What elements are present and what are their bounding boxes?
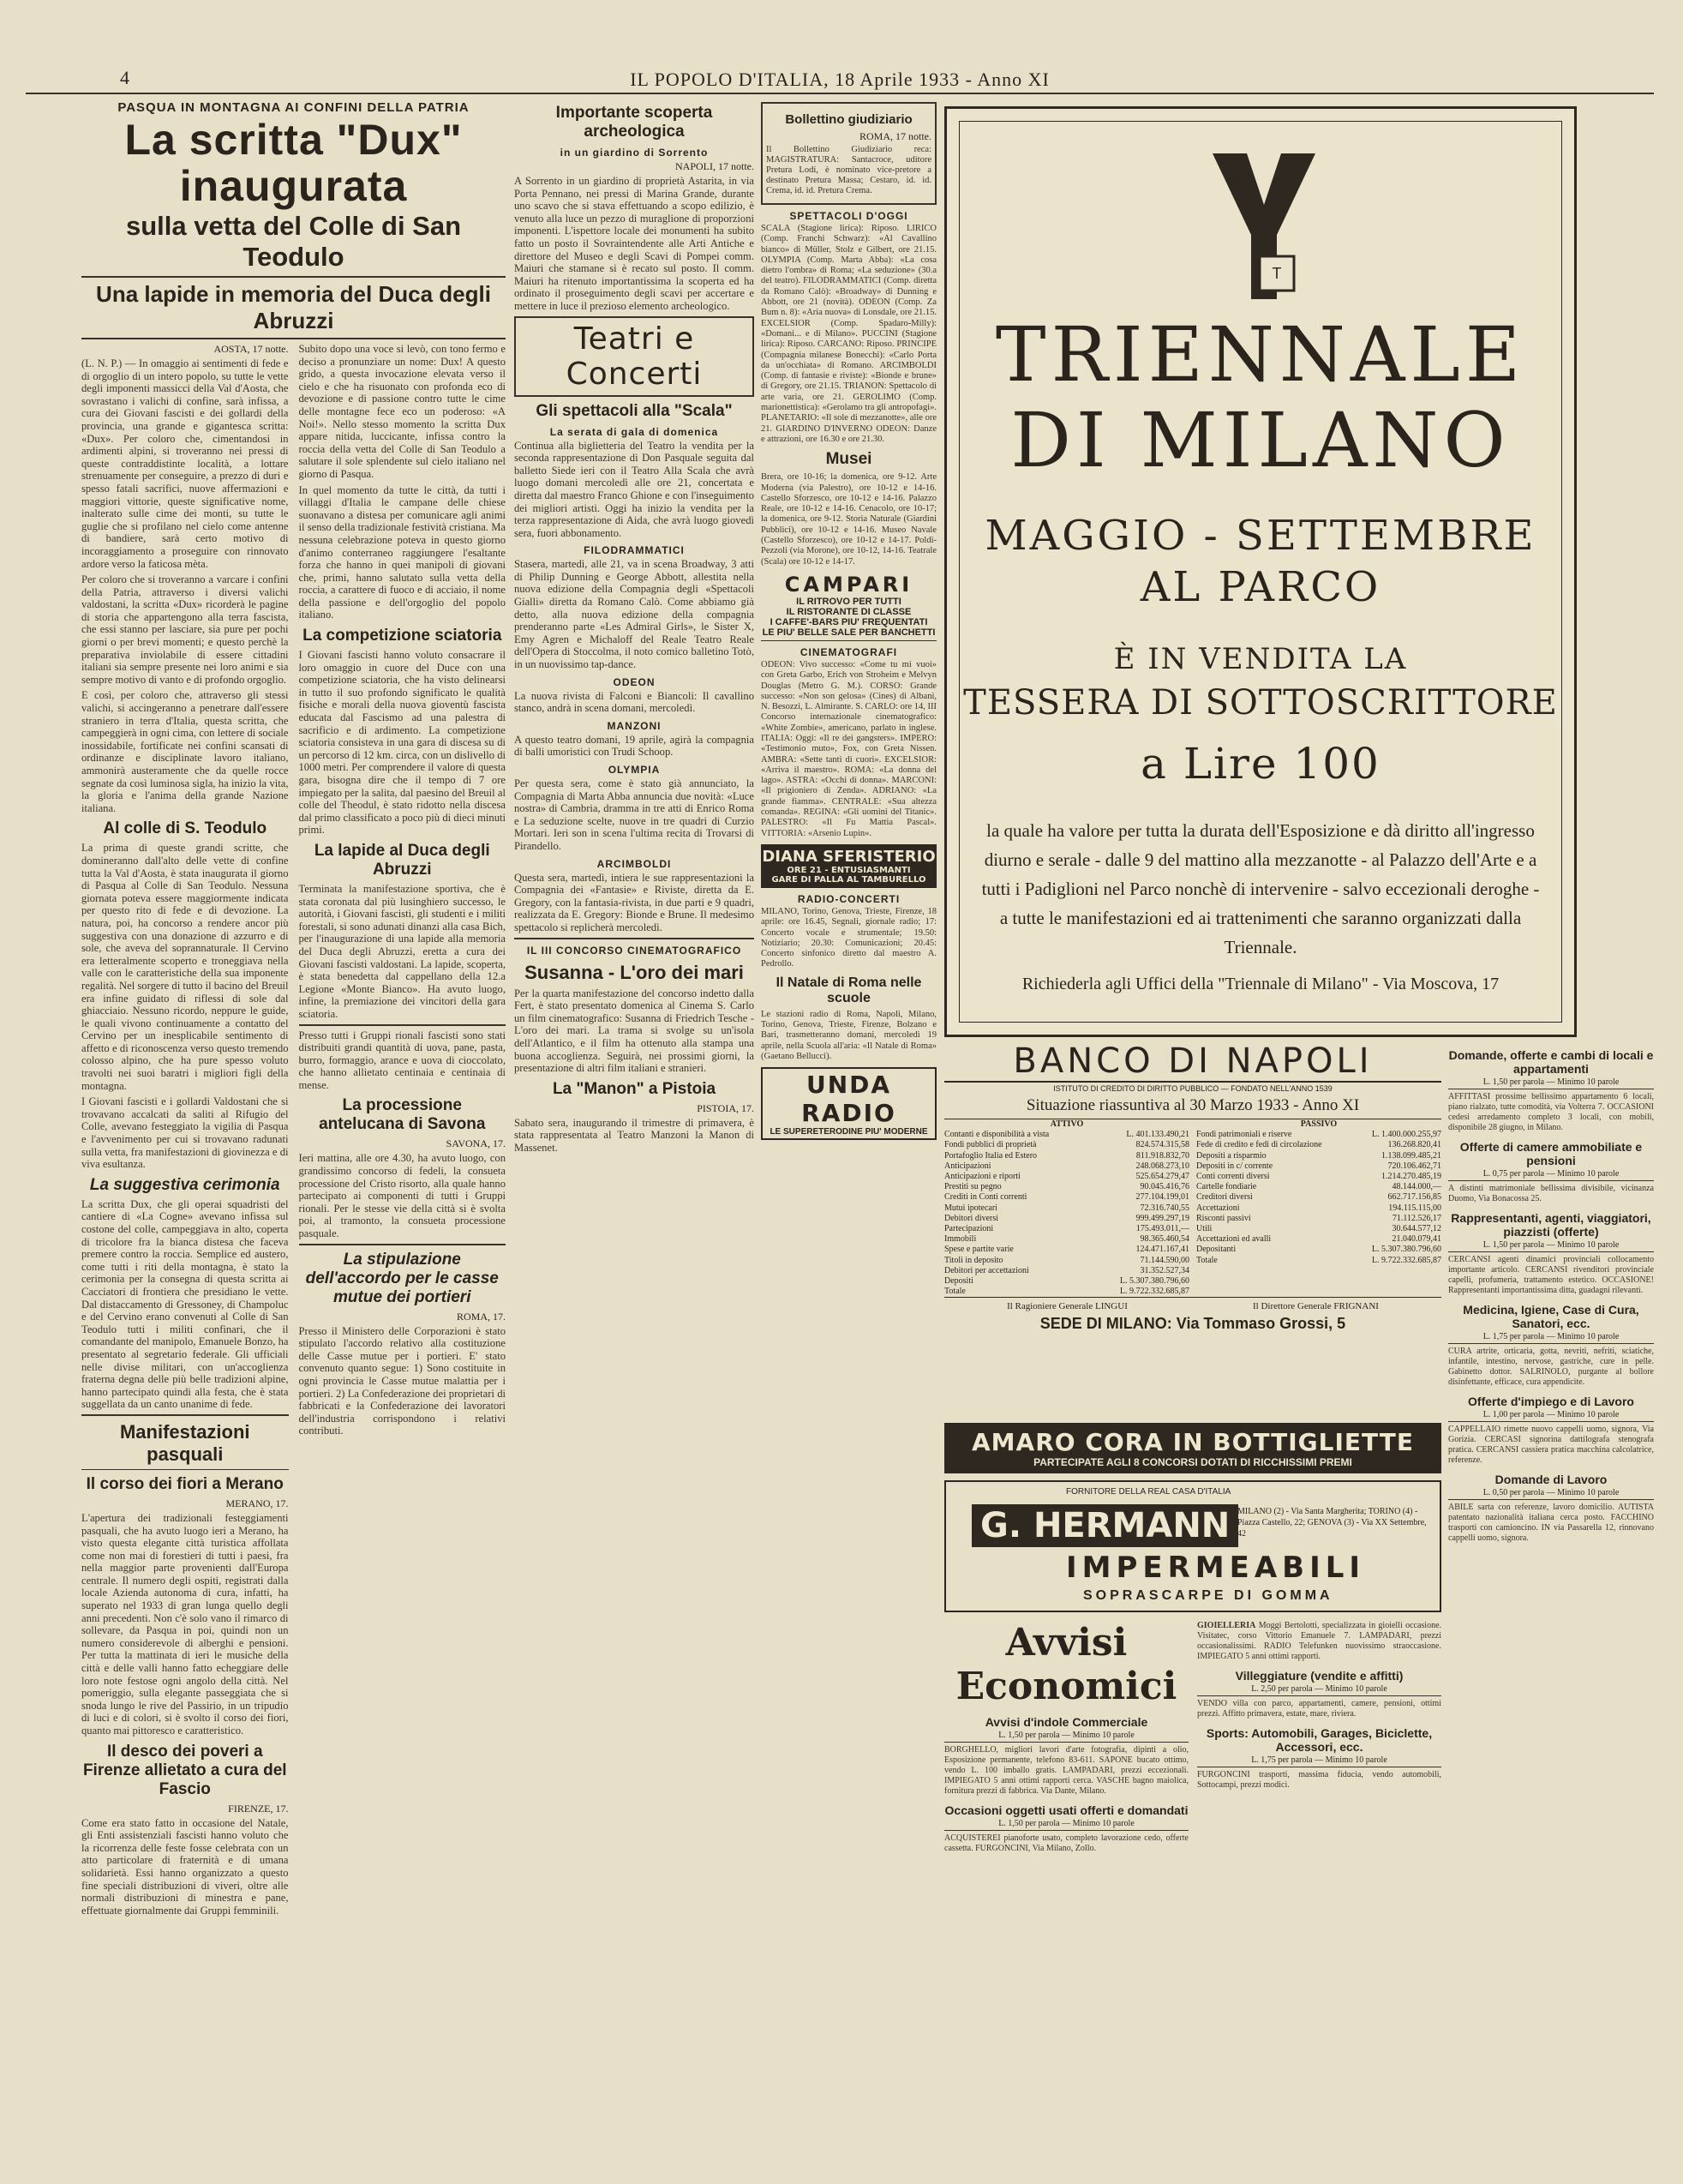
paragraph: Come era stato fatto in occasione del Natale, gli Enti assistenziali fascisti hanno voluto che la ricorrenza delle feste fosse celebrata con un atto particolare di fraternità e di umana solidarietà. Essi hanno organizzato a questo fine speciali distribuzioni di viveri, oltre alle normali distribuzioni di minestra e pane, effettuate giornalmente dai Gruppi femminili.: [81, 1816, 289, 1917]
classified-rate: L. 0,75 per parola — Minimo 10 parole: [1448, 1169, 1654, 1181]
section-subheading: OLYMPIA: [608, 764, 661, 776]
balance-row: [1196, 1234, 1441, 1245]
balance-label: Totale: [944, 1287, 966, 1297]
paragraph: Per la quarta manifestazione del concorso indetto dalla Fert, è stato presentato domenica al Cinema S. Carlo un film cinematografico: Susanna di Friedrich Tesche - L'oro dei mari. La trama si svolge su un'isola dell'Atlantico, e il film ha ottenuto alla stampa una buona accoglienza. Seguirà, nei prossimi giorni, la presentazione di altri film italiani e stranieri.: [514, 987, 754, 1075]
balance-row: [944, 1266, 1189, 1276]
balance-value: 90.045.416,76: [1140, 1182, 1189, 1192]
balance-row: [944, 1130, 1189, 1140]
classified-text: CAPPELLAIO rimette nuovo cappelli uomo, signora, Via Gorizia. CERCASI signorina dattilografa stenografa pratica. CERCANSI cassiera pratica macchina calcolatrice, referenze.: [1448, 1425, 1654, 1465]
amaro-title: AMARO CORA IN BOTTIGLIETTE: [972, 1428, 1414, 1456]
classified-rate: L. 1,50 per parola — Minimo 10 parole: [1448, 1240, 1654, 1252]
balance-label: Contanti e disponibilità a vista: [944, 1130, 1050, 1140]
balance-row: [1196, 1130, 1441, 1140]
balance-value: 999.499.297,19: [1135, 1213, 1189, 1223]
balance-value: 72.316.740,55: [1140, 1203, 1189, 1213]
avvisi-col-left: [944, 1621, 1189, 1857]
balance-value: 525.654.279,47: [1135, 1172, 1189, 1182]
balance-value: 662.717.156,85: [1387, 1192, 1441, 1203]
campari-ad-line: I CAFFE'-BARS PIU' FREQUENTATI: [770, 616, 928, 627]
balance-value: 48.144.000,—: [1392, 1182, 1441, 1192]
classified-text: A distinti matrimoniale bellissima divisibile, vicinanza Duomo, Via Bonacossa 25.: [1448, 1184, 1654, 1203]
article-subheadline-2: Una lapide in memoria del Duca degli Abruzzi: [96, 281, 491, 333]
column-theatre: [514, 99, 754, 2156]
banco-di-napoli-ad: [944, 1041, 1441, 1410]
balance-value: L. 9.722.332.685,87: [1119, 1287, 1189, 1297]
balance-label: Depositanti: [1196, 1245, 1237, 1255]
triennale-tessera: TESSERA DI SOTTOSCRITTORE: [963, 683, 1558, 723]
section-heading: La suggestiva cerimonia: [89, 1175, 280, 1194]
section-heading: La "Manon" a Pistoia: [552, 1079, 716, 1098]
divider: [81, 1414, 289, 1416]
balance-value: L. 5.307.380.796,60: [1371, 1245, 1441, 1255]
amaro-cora-ad: [944, 1423, 1441, 1473]
divider: [514, 938, 754, 939]
classified-text: VENDO villa con parco, appartamenti, camere, pensioni, ottimi prezzi. Affitto primavera, estate, mare, riviera.: [1197, 1699, 1441, 1719]
paragraph: Subito dopo una voce si levò, con tono fermo e deciso a pronunziare un nome: Dux! A questo grido, a questa invocazione elevata verso il cielo e che ha risuonato con profonda eco di devozione e di passione contro tutte le cime delle montagne fece eco un poderoso: «A Noi!». Nello stesso momento la scritta Dux appare nitida, luccicante, infissa contro la roccia della vetta del Colle di San Teodulo a salutare il sole splendente sul cielo italiano nel giorno di Pasqua.: [298, 343, 506, 480]
section-heading: Il corso dei fiori a Merano: [86, 1474, 284, 1493]
balance-table: [944, 1119, 1441, 1298]
balance-row: [944, 1203, 1189, 1214]
divider: [81, 1469, 289, 1470]
balance-value: 824.574.315,58: [1135, 1140, 1189, 1150]
balance-label: Debitori per accettazioni: [944, 1265, 1029, 1275]
section-subheading: La serata di gala di domenica: [549, 425, 719, 438]
section-heading: Al colle di S. Teodulo: [103, 819, 267, 838]
balance-value: 71.112.526,17: [1392, 1213, 1441, 1223]
balance-row: [944, 1161, 1189, 1172]
balance-row: [944, 1245, 1189, 1255]
balance-value: L. 5.307.380.796,60: [1119, 1276, 1189, 1287]
unda-title: UNDA RADIO: [801, 1071, 896, 1128]
paragraph: Per coloro che si troveranno a varcare i confini della Patria, attraverso i diversi valichi valdostani, la scritta «Dux» ricorderà le pagine di storia che appartengono alla terra fascista, che essi stanno per lasciare, sia pure per pochi giorni o per brevi momenti; e questo perchè la preparativa inviolabile di essere cittadini italiani sia sempre presente nei loro animi e sia sempre motivo di vanto e di profondo orgoglio.: [81, 573, 289, 686]
sferisterio-line: ORE 21 - ENTUSIASMANTI: [787, 865, 911, 875]
triennale-ad: [944, 106, 1577, 1037]
bollettino-box: [761, 102, 937, 205]
paragraph: Ieri mattina, alle ore 4.30, ha avuto luogo, con grandissimo concorso di fedeli, la consueta processione del Cristo risorto, alla quale hanno partecipato ai componenti di tutti i Gruppi rionali. Per le stesse vie della città si è svolta poi, al tramonto, la consueta processione pasquale.: [298, 1152, 506, 1240]
balance-label: Utili: [1196, 1224, 1213, 1234]
sferisterio-title: DIANA SFERISTERIO: [762, 847, 936, 866]
article-kicker: PASQUA IN MONTAGNA AI CONFINI DELLA PATRIA: [117, 100, 470, 115]
lower-ads-area: [944, 1423, 1441, 2169]
campari-ad-title: CAMPARI: [784, 572, 913, 597]
paragraph: Le stazioni radio di Roma, Napoli, Milano, Torino, Genova, Trieste, Firenze, Bolzano e Bari, trasmetteranno domani, mercoledì 19 aprile, nella Scuola all'aria: «Il Natale di Roma» (Gaetano Bellucci).: [761, 1009, 937, 1061]
balance-label: Creditori diversi: [1196, 1192, 1253, 1203]
hermann-fornitore: FORNITORE DELLA REAL CASA D'ITALIA: [1066, 1487, 1231, 1497]
section-heading: Musei: [825, 450, 872, 469]
classified-column-right: [1448, 1041, 1654, 2164]
triennale-title-1: TRIENNALE: [995, 310, 1526, 399]
balance-label: Accettazioni: [1196, 1203, 1240, 1213]
classified-body: Moggi Bertolotti, specializzata in gioielli occasione. Visitatec, corso Vittorio Emanuele 7. LAMPADARI, prezzi occasionalissimi. RADIO Telefunken nuovissimo straoccasione. IMPIEGATO 5 anni ottimi rapporti.: [1197, 1621, 1441, 1661]
section-heading: Gli spettacoli alla "Scala": [536, 401, 733, 420]
balance-value: L. 401.133.490,21: [1126, 1130, 1189, 1140]
avvisi-col-right: [1197, 1621, 1441, 1857]
balance-value: 720.106.462,71: [1387, 1161, 1441, 1171]
balance-row: [944, 1234, 1189, 1245]
campari-ad-line: IL RITROVO PER TUTTI: [796, 596, 901, 607]
divider: [81, 276, 506, 278]
classified-rate: L. 1,75 per parola — Minimo 10 parole: [1197, 1755, 1441, 1767]
balance-row: [944, 1182, 1189, 1192]
section-heading: Susanna - L'oro dei mari: [524, 961, 744, 983]
balance-attivo: [944, 1119, 1189, 1297]
hermann-title: G. HERMANN: [972, 1504, 1238, 1547]
campari-ad-line: LE PIU' BELLE SALE PER BANCHETTI: [762, 627, 936, 638]
balance-label: Crediti in Conti correnti: [944, 1192, 1027, 1203]
balance-row: [944, 1140, 1189, 1150]
balance-value: 1.138.099.485,21: [1381, 1150, 1441, 1161]
classified-text: ABILE sarta con referenze, lavoro domicilio. AUTISTA patentato nazionalità italiana cerca posto. FACCHINO trasporti con camioncino. IN via Passarella 12, rinnovano cappelli uomo, signora.: [1448, 1503, 1654, 1543]
balance-row: [1196, 1214, 1441, 1224]
paragraph: L'apertura dei tradizionali festeggiamenti pasquali, che ha avuto luogo ieri a Merano, ha visto questa elegante città turistica affollata come non mai di forestieri di tutti i paesi, fra nella maggior parte provenienti dall'Europa centrale. Il numero degli ospiti, registrati dalla locale Azienda autonoma di cura, infatti, ha superato nel 1933 di gran lunga quello degli anni precedenti. Non c'è solo vano il rimarco di sollevare, da Pasqua in poi, quindi non un numero considerevole di alberghi e pensioni. Per tutta la mattinata di ieri le musiche della città e delle valli hanno fatto echeggiare delle loro note festose ogni angolo della città. Nel pomeriggio, sulla elegante passeggiata che si snoda lungo le rive del Passirio, in un tripudio di luci e di colori, si è svolto il corso dei fiori, quanto mai pittoresco e caratteristico.: [81, 1511, 289, 1737]
dateline: NAPOLI, 17 notte.: [675, 160, 754, 172]
dateline: ROMA, 17 notte.: [859, 130, 931, 142]
article-subcolumn-left: [81, 343, 289, 1920]
balance-label: Fondi pubblici di proprietà: [944, 1140, 1037, 1150]
balance-label: Cartelle fondiarie: [1196, 1182, 1257, 1192]
paragraph: Sabato sera, inaugurando il trimestre di primavera, è stata rappresentata al Teatro Manzoni la Manon di Massenet.: [514, 1116, 754, 1154]
balance-label: Anticipazioni e riporti: [944, 1172, 1021, 1182]
triennale-contact: Richiederla agli Uffici della "Triennale di Milano" - Via Moscova, 17: [1021, 975, 1500, 993]
balance-row: [944, 1224, 1189, 1234]
banco-title: BANCO DI NAPOLI: [944, 1041, 1441, 1083]
section-heading: Bollettino giudiziario: [785, 112, 913, 127]
balance-row: [1196, 1203, 1441, 1214]
balance-label: Depositi in c/ corrente: [1196, 1161, 1273, 1171]
classified-rate: L. 1,50 per parola — Minimo 10 parole: [944, 1819, 1189, 1831]
balance-value: L. 1.400.000.255,97: [1371, 1130, 1441, 1140]
banco-sede: SEDE DI MILANO: Via Tommaso Grossi, 5: [1039, 1315, 1346, 1333]
classified-keyword: GIOIELLERIA: [1197, 1621, 1256, 1630]
balance-label: Fondi patrimoniali e riserve: [1196, 1130, 1292, 1140]
classified-heading: Medicina, Igiene, Case di Cura, Sanatori, ecc.: [1463, 1303, 1639, 1330]
balance-label: Depositi a risparmio: [1196, 1150, 1267, 1161]
classified-text: ACQUISTEREI pianoforte usato, completo lavorazione cedo, offerte cassetta. FURGONCINI, Via Milano, Zollo.: [944, 1833, 1189, 1853]
balance-label: Debitori diversi: [944, 1213, 999, 1223]
section-subheading: SPETTACOLI D'OGGI: [789, 210, 908, 222]
paragraph: La prima di queste grandi scritte, che domineranno dall'alto delle vette di confine tutta la Val d'Aosta, è stata inaugurata il giorno di Pasqua al Colle di San Teodulo. Nessuna giornata poteva essere maggiormente indicata per questo rito di fede e di devozione. La natura, poi, ha concorso a rendere ancor più suggestiva con una donazione di azzurro e di sole, che aveva del soprannaturale. Il Cervino era letteralmente scoperto e troneggiava nella valle con le caratteristiche della sua imponente regalità. Nel sorgere di tutto il bacino del Breuil era infine guidato di riflessi di sole dal ghiacciaio. Nessuno ricordo, neppure le guide, le quali vivono continuamente a contatto del Cervino per un inesplicabile sentimento di affetto e di riconoscenza verso questo tremendo colosso alpino, che ha pure spesso voluto travolti nei suoi baratri i migliori figli della montagna.: [81, 842, 289, 1092]
balance-row: [1196, 1151, 1441, 1161]
balance-value: 136.268.820,41: [1387, 1140, 1441, 1150]
balance-passivo: [1196, 1119, 1441, 1297]
classified-heading: Occasioni oggetti usati offerti e domandati: [944, 1803, 1189, 1817]
paragraph: Presso il Ministero delle Corporazioni è stato stipulato l'accordo relativo alla costituzione delle Casse mutue per i portieri. E' stato convenuto quanto segue: 1) Sono costituite in ogni provincia le Casse mutue malattia per i portieri. 2) La Confederazione dei proprietari di fabbricati e la Confederazione dei lavoratori dell'industria corrispondono i relativi contributi.: [298, 1324, 506, 1437]
classified-rate: L. 2,50 per parola — Minimo 10 parole: [1197, 1684, 1441, 1696]
divider: [81, 338, 506, 339]
dateline: PISTOIA, 17.: [697, 1101, 754, 1114]
balance-label: Conti correnti diversi: [1196, 1172, 1270, 1182]
section-banner-teatri: Teatri e Concerti: [514, 316, 754, 397]
ragioniere: Il Ragioniere Generale LINGUI: [1007, 1301, 1128, 1312]
divider: [761, 640, 937, 641]
balance-row: [1196, 1245, 1441, 1255]
section-subheading: in un giardino di Sorrento: [560, 147, 709, 159]
section-heading: Il desco dei poveri a Firenze allietato a cura del Fascio: [82, 1742, 287, 1798]
section-subheading: ODEON: [613, 675, 656, 688]
banco-situazione: Situazione riassuntiva al 30 Marzo 1933 - Anno XI: [1026, 1096, 1360, 1114]
triennale-price: a Lire 100: [1141, 739, 1381, 789]
balance-header: ATTIVO: [1050, 1119, 1084, 1129]
classified-text: BORGHELLO, migliori lavori d'arte fotografia, dipinti a olio, Esposizione permanente, telefono 83-611. SAPONE bucato ottimo, vendo L. 100 imballo gratis. LAMPADARI, prezzi eccezionali. IMPIEGATO 5 anni ottimi rapporti cerca. VASCHE bagno maiolica, fornitura prezzi di fabbrica. Via Dante, Milano.: [944, 1745, 1189, 1796]
classified-heading: Domande, offerte e cambi di locali e appartamenti: [1448, 1048, 1654, 1076]
balance-value: 811.918.832,70: [1135, 1150, 1189, 1161]
balance-row: [1196, 1256, 1441, 1266]
section-subheading: CINEMATOGRAFI: [800, 645, 898, 658]
dateline: FIRENZE, 17.: [228, 1802, 289, 1815]
triennale-venue: AL PARCO: [1140, 563, 1381, 611]
balance-value: 71.144.590,00: [1140, 1255, 1189, 1265]
masthead-title: IL POPOLO D'ITALIA, 18 Aprile 1933 - Anno XI: [630, 69, 1050, 90]
balance-value: 175.493.011,—: [1135, 1224, 1189, 1234]
paragraph: A questo teatro domani, 19 aprile, agirà la compagnia di balli umoristici con Trudi Schoop.: [514, 733, 754, 759]
triennale-sale: È IN VENDITA LA: [1113, 642, 1408, 676]
hermann-product-2: SOPRASCARPE DI GOMMA: [1083, 1588, 1333, 1603]
balance-label: Prestiti su pegno: [944, 1182, 1002, 1192]
balance-label: Portafoglio Italia ed Estero: [944, 1150, 1038, 1161]
balance-label: Totale: [1196, 1255, 1218, 1265]
balance-row: [944, 1151, 1189, 1161]
classified-heading: Offerte d'impiego e di Lavoro: [1468, 1395, 1634, 1408]
paragraph: Stasera, martedì, alle 21, va in scena Broadway, 3 atti di Philip Dunning e George Abbott, allestita nella nuova edizione della Compagnia degli «Spettacoli Gialli» diretta da Romano Calò. Come abbiamo già detto, alla nuova edizione della compagnia prenderanno parte «Les Admiral Girls», le Sister X, Emy Agren e Michaloff del Reale Teatro Reale dell'Opera di Stoccolma, il noto comico balletino Totò, in un nuovissimo tap-dance.: [514, 558, 754, 671]
section-heading: Il Natale di Roma nelle scuole: [776, 975, 922, 1005]
balance-value: 21.040.079,41: [1392, 1234, 1441, 1245]
banco-signatures: [944, 1301, 1441, 1311]
classified-text: CURA artrite, orticaria, gotta, nevriti, nefriti, sciatiche, infantile, intestino, nervose, gastriche, cure in pelle. Gabinetto dottor. SALRINOLO, purgante al bollore disinfettante, efficace, cura appendicite.: [1448, 1347, 1654, 1387]
dateline: SAVONA, 17.: [446, 1137, 506, 1150]
balance-label: Titoli in deposito: [944, 1255, 1003, 1265]
balance-rows: [1196, 1130, 1441, 1266]
classified-rate: L. 0,50 per parola — Minimo 10 parole: [1448, 1488, 1654, 1500]
divider: [299, 1244, 506, 1245]
classified-heading: Villeggiature (vendite e affitti): [1235, 1669, 1404, 1683]
classified-text: FURGONCINI trasporti, massima fiducia, vendo automobili, Sottocampi, prezzi modici.: [1197, 1770, 1441, 1790]
paragraph: E così, per coloro che, attraverso gli stessi valichi, si accingeranno a penetrare dall'essere straniero in terra d'Italia, questa scritta, che campeggierà in ogni cima, con lettere di sociale inossidabile, fortificate nei confini scansati di ordinanze e disciplinate lavoro italiano, ammonirà austeramente che da quelle rocce segnate da così luminosa sigla, ha inizio la vita, la gloria e l'anima della grande Nazione italiana.: [81, 689, 289, 814]
balance-row: [944, 1287, 1189, 1297]
balance-label: Fede di credito e fedi di circolazione: [1196, 1140, 1322, 1150]
triennale-logo-icon: [1213, 153, 1315, 299]
classified-heading: Avvisi d'indole Commerciale: [985, 1715, 1148, 1729]
page-number: 4: [120, 67, 129, 88]
paragraph: Per questa sera, come è stato già annunciato, la Compagnia di Marta Abba annuncia due novità: «Luce nostra» di Cambria, dramma in tre atti di Enrico Roma e La seduzione scelte, nuove in tre quadri di Curzio Mortari. Ieri son in scena l'ultima recita di Trovarsi di Pirandello.: [514, 777, 754, 852]
article-subcolumn-right: [299, 343, 506, 1920]
balance-label: Depositi: [944, 1276, 973, 1287]
balance-row: [944, 1276, 1189, 1287]
paragraph: ODEON: Vivo successo: «Come tu mi vuoi» con Greta Garbo, Erich von Stroheim e Melvyn Douglas (Metro G. M.). CORSO: Grande successo: «Non son gelosa» (Cines) di Albani, N. Besozzi, L. Almirante. S. CARLO: ore 14, III Concorso internazionale cinematografico: «White Zombie», americano, parlato in inglese. ITALIA: Oggi: «Il re dei gangsters». IMPERO: «Testimonio muto», Fox, con Greta Nissen. AMBRA: «Sette tanti di cuori». EXCELSIOR: «Arriva il maestro». ROMA: «La donna del lago». ASTRA: «Occhi di donna». MARCONI: «Il prigioniero di Zenda». ADRIANO: «La grande fiamma». CENTRALE: «Sua altezza comanda». REGINA: «Gli uomini del Titanic». PALESTRO: «Il Fu Mattia Pascal». VITTORIA: «Arsenio Lupin».: [761, 659, 937, 838]
section-subheading: RADIO-CONCERTI: [797, 892, 901, 905]
paragraph: MILANO, Torino, Genova, Trieste, Firenze, 18 aprile: ore 16.45, Segnali, giornale radio; 17: Concerto vocale e strumentale; 19.50: Notiziario; 20.30: Comunicazioni; 20.45: Concerto sinfonico diretto dal maestro A. Pedrollo.: [761, 906, 937, 969]
divider: [299, 1024, 506, 1026]
article-headline: La scritta "Dux" inaugurata: [124, 116, 463, 210]
avvisi-columns: [944, 1621, 1441, 1857]
balance-row: [944, 1172, 1189, 1182]
balance-row: [944, 1192, 1189, 1203]
balance-value: 124.471.167,41: [1135, 1245, 1189, 1255]
balance-label: Immobili: [944, 1234, 977, 1245]
svg-text:T: T: [1272, 265, 1282, 282]
classified-rate: L. 1,00 per parola — Minimo 10 parole: [1448, 1410, 1654, 1422]
column-listings: [761, 99, 937, 2156]
classified-heading: Offerte di camere ammobiliate e pensioni: [1459, 1140, 1643, 1167]
paragraph: I Giovani fascisti hanno voluto consacrare il loro omaggio in cuore del Duce con una competizione sciatoria, che ha visto delinearsi in tutto il suo profondo significato le qualità fisiche e morali della nuova gioventù fascista educata dal Fascismo ad una palestra di sacrificio e di ardimento. La competizione sciatoria consisteva in una gara di discesa su di un percorso di 12 km. circa, con un dislivello di 1000 metri. Per comprendere il valore di questa gara, bisogna dire che il tempo di 7 ore impiegato per la salita, dal paesino del Breuil al colle del Theodul, è stato ridotto nella discesa dal primo classificato a poco più di dieci minuti primi.: [298, 649, 506, 837]
avvisi-economici-title: Avvisi Economici: [955, 1621, 1177, 1708]
balance-label: Risconti passivi: [1196, 1213, 1251, 1223]
classified-text: AFFITTASI prossime bellissimo appartamento 6 locali, piano rialzato, tutte comodità, via Volterra 7. OCCASIONI cedesi arredamento completo 3 locali, con mobili, disponibile 28 giugno, in Milano.: [1448, 1092, 1654, 1132]
triennale-description: la quale ha valore per tutta la durata dell'Esposizione e dà diritto all'ingresso diurno e serale - dalle 9 del mattino alla mezzanotte - al Palazzo dell'Arte e a tutti i Padiglioni nel Parco nonchè di intervenire - salvo eccezionali deroghe - a tutte le manifestazioni ed ai trattenimenti che saranno organizzati dalla Triennale.: [981, 820, 1540, 957]
balance-label: Partecipazioni: [944, 1224, 994, 1234]
balance-row: [1196, 1182, 1441, 1192]
balance-row: [1196, 1140, 1441, 1150]
paragraph: (L. N. P.) — In omaggio ai sentimenti di fede e di orgoglio di un intero popolo, su tutte le vette degli imponenti massicci della Val d'Aosta, che sovrastano i valichi di confine, sarà infissa, a cura dei Giovani fascisti e dei gollardi della provincia, una grande e gigantesca scritta: «Dux». Per coloro che, cimentandosi in ardimenti alpini, si troveranno nei pressi di queste contraddistinte località, a lottare strenuamente per conseguire, a prezzo di duri e spesso fatali sacrifici, nuove affermazioni e maggiori vittorie, queste significative nome, inalterato sulle cime dei monti, su tutte le guglie che si profilano nel cielo come antenne di bandiere, sarà certo motivo di incoraggiamento a proseguire con rinnovato ardore verso la faticosa mèta.: [81, 357, 289, 570]
balance-label: Anticipazioni: [944, 1161, 991, 1171]
paragraph: La nuova rivista di Falconi e Biancoli: Il cavallino stanco, andrà in scena domani, mercoledì.: [514, 689, 754, 715]
paragraph: Terminata la manifestazione sportiva, che è stata coronata dal più lusinghiero successo, le autorità, i Giovani fascisti, gli studenti e i militi forestali, si sono adunati dinanzi alla casa Bich, per l'inaugurazione di una lapide alla memoria del Duca degli Abruzzi, eretta a cura dei Giovani fascisti valdostani. La lapide, scoperta, è stata benedetta dal cappellano della 12.a Legione «Monte Bianco». Ha avuto luogo, infine, la premiazione dei vincitori della gara sciatoria.: [298, 882, 506, 1020]
balance-value: 30.644.577,12: [1392, 1224, 1441, 1234]
classified-heading: Sports: Automobili, Garages, Biciclette, Accessori, ecc.: [1206, 1726, 1433, 1754]
balance-row: [1196, 1224, 1441, 1234]
triennale-dates: MAGGIO - SETTEMBRE: [985, 512, 1536, 560]
classified-rate: L. 1,50 per parola — Minimo 10 parole: [944, 1731, 1189, 1743]
section-heading: La competizione sciatoria: [302, 627, 502, 645]
article-subheadline: sulla vetta del Colle di San Teodulo: [125, 211, 462, 272]
article-columns: [81, 343, 506, 1920]
section-heading: La stipulazione dell'accordo per le casse mutue dei portieri: [305, 1250, 499, 1306]
section-heading: Importante scoperta archeologica: [555, 104, 713, 141]
section-heading: Manifestazioni pasquali: [119, 1420, 250, 1465]
balance-value: L. 9.722.332.685,87: [1371, 1255, 1441, 1265]
section-subheading: FILODRAMMATICI: [584, 544, 685, 557]
balance-row: [1196, 1172, 1441, 1182]
balance-value: 31.352.527,34: [1140, 1265, 1189, 1275]
dateline: MERANO, 17.: [225, 1497, 289, 1509]
section-subheading: IL III CONCORSO CINEMATOGRAFICO: [526, 944, 742, 957]
classified-rate: L. 1,75 per parola — Minimo 10 parole: [1448, 1332, 1654, 1344]
hermann-product: IMPERMEABILI: [1066, 1551, 1366, 1585]
section-heading: La processione antelucana di Savona: [319, 1096, 486, 1134]
paragraph: Presso tutti i Gruppi rionali fascisti sono stati distribuiti grandi quantità di uova, pane, pasta, burro, formaggio, arance e uova di cioccolato, che hanno allietato centinaia e centinaia di mense.: [298, 1029, 506, 1091]
balance-header: PASSIVO: [1300, 1119, 1338, 1129]
paragraph: A Sorrento in un giardino di proprietà Astarita, in via Porta Pennano, nei pressi di Marina Grande, durante uno scavo che si stava effettuando a scopo edilizio, è venuto alla luce un pezzo di muraglione di proporzioni imponenti. L'ispettore locale dei monumenti ha subito fatto un posto il Sovraintendente alle Arti Antiche e direttore del Museo e degli Scavi di Pompei comm. Maiuri che stamane si è recato sul posto. Il comm. Maiuri ha ritenuto importantissima la scoperta ed ha ordinato il proseguimento degli scavi per accertare e mettere in luce il prezioso elemento archeologico.: [514, 175, 754, 312]
campari-ad-line: IL RISTORANTE DI CLASSE: [786, 606, 912, 617]
balance-row: [1196, 1161, 1441, 1172]
hermann-ad: [944, 1480, 1441, 1612]
balance-row: [1196, 1192, 1441, 1203]
classified-rate: L. 1,50 per parola — Minimo 10 parole: [1448, 1077, 1654, 1089]
section-subheading: MANZONI: [607, 719, 662, 732]
banco-subtitle: ISTITUTO DI CREDITO DI DIRITTO PUBBLICO — FONDATO NELL'ANNO 1539: [1053, 1084, 1333, 1093]
direttore: Il Direttore Generale FRIGNANI: [1253, 1301, 1379, 1312]
balance-row: [944, 1214, 1189, 1224]
balance-label: Accettazioni ed avalli: [1196, 1234, 1272, 1245]
paragraph: La scritta Dux, che gli operai squadristi del cantiere di «La Cogne» avevano infissa sul costone del colle, campeggiava in alto, coperta di tricolore fra la bianca distesa che faceva premere contro la roccia. Semplice ed austero, come tutti i riti della montagna, è stato la cerimonia per la consegna di questa scritta ai Cacciatori di frontiera che presidiano le vette. Dal distaccamento di Gressoney, di Champoluc e del Cervino erano convenuti al Colle di San Teodulo tutti i militi confinari, che il comandante del manipolo, Emanuele Bonzo, ha presentato al segretario federale. Gli ufficiali nelle divise militari, con un'accoglienza fraterna degna delle più belle tradizioni alpine, hanno partecipato quindi alla festa, che è stata suggellata da un canto unanime di fede.: [81, 1197, 289, 1411]
classified-text: [1197, 1621, 1441, 1662]
unda-radio-ad: [761, 1067, 937, 1140]
paragraph: Continua alla biglietteria del Teatro la vendita per la seconda rappresentazione di Don Pasquale seguita dal balletto Siede ieri con il Teatro Alla Scala che avrà luogo domani mercoledì alle ore 21, concertata e diretta dal maestro Franco Ghione e con l'inseguimento dei migliori artisti. Oggi ha inizio la vendita per la terza rappresentazione di Aida, che avrà luogo giovedì sera, fuori abbonamento.: [514, 439, 754, 539]
paragraph: Questa sera, martedì, intiera le sue rappresentazioni la Compagnia dei «Fantasie» e Riviste, diretta da E. Gregory, con la fantasia-rivista, in due parti e 9 quadri, realizzata da E. Gregory: Bionde e Brune. Il medesimo spettacolo si replicherà mercoledì.: [514, 871, 754, 933]
column-left-article: [81, 99, 506, 2156]
sferisterio-line: GARE DI PALLA AL TAMBURELLO: [771, 874, 926, 885]
classified-heading: Domande di Lavoro: [1494, 1473, 1608, 1486]
paragraph: Brera, ore 10-16; la domenica, ore 9-12. Arte Moderna (via Palestro), ore 10-12 e 14-16. Castello Sforzesco, ore 10-12 e 14-16. Palazzo Reale, ore 10-12 e 14-16. Cenacolo, ore 10-17; la domenica, ore 9-12. Storia Naturale (Giardini Pubblici), ore 10-12 e 14-16. Museo Navale (Castello Sforzesco), ore 10-12 e 14-17. Poldi-Pezzoli (via Morone), ore 10-12, 14-16. Teatrale (Scala) ore 10-12 e 14-17.: [761, 472, 937, 567]
paragraph: I Giovani fascisti e i gollardi Valdostani che si trovavano accalcati da saliti al Rifugio del Colle, avevano festeggiato la vigilia di Pasqua e l'avvenimento per cui si trovavano radunati sulla vetta, fra manifestazioni di giovinezza e di viva esultanza.: [81, 1095, 289, 1171]
classified-text: CERCANSI agenti dinamici provinciali collocamento importante articolo. CERCANSI rivenditori provinciale capelli, profumeria, trattamento estetico. OCCASIONE! Rappresentanti importantissima ditta, guadagni rilevanti.: [1448, 1255, 1654, 1295]
balance-label: Mutui ipotecari: [944, 1203, 997, 1213]
balance-value: 248.068.273,10: [1135, 1161, 1189, 1171]
balance-value: 194.115.115,00: [1388, 1203, 1441, 1213]
balance-rows: [944, 1130, 1189, 1297]
paragraph: SCALA (Stagione lirica): Riposo. LIRICO (Comp. Franchi Schwarz): «Al Cavallino bianco» di Müller, Stolz e Gilbert, ore 21.15. OLYMPIA (Comp. Marta Abba): «La cosa dietro l'ombra» di Roma; «La seduzione» (30.a del teatro). FILODRAMMATICI (Comp. diretta da Romano Calò): «Broadway» di Dunning e Abbott, ore 21 (novità). ODEON (Comp. Za Bum n. 8): «Aria nuova» di Lonsdale, ore 21.15. EXCELSIOR (Comp. Spadaro-Milly): «Domani... e di Milano». PUCCINI (Stagione lirica): Riposo. CARCANO: Riposo. PRINCIPE (Compagnia milanese Bonecchi): «Carlo Porta da un'occhiata» di Romano. ARCIMBOLDI (Comp. di fantasie e riviste): «Bionde e brune» di Gregory, ore 21.15. TRIANON: Spettacolo di arte varia, ore 21. GEROLIMO (Comp. marionettistica): «Gerolamo tra gli antropofagi». PLANETARIO: «Il sole di mezzanotte», alle ore 21. GIARDINO D'INVERNO ODEON: Danze e attrazioni, ore 16.30 e ore 21.30.: [761, 224, 937, 444]
balance-label: Spese e partite varie: [944, 1245, 1014, 1255]
paragraph: Il Bollettino Giudiziario reca: MAGISTRATURA: Santacroce, uditore Pretura Lodi, è nominato vice-pretore a destinato Pretura Massa; Cestaro, id. id. Crema, id. id. Pretura Crema.: [766, 145, 931, 195]
section-subheading: ARCIMBOLDI: [596, 857, 672, 870]
unda-subtitle: LE SUPERETERODINE PIU' MODERNE: [770, 1127, 928, 1137]
section-heading: La lapide al Duca degli Abruzzi: [314, 841, 490, 879]
dateline: AOSTA, 17 notte.: [213, 343, 289, 355]
paragraph: In quel momento da tutte le città, da tutti i villaggi d'Italia le campane delle chiese suonavano a distesa per comunicare agli animi il senso della tradizionale festività cristiana. Ma nessuna celebrazione poteva in questo giorno d'animo conterraneo raggiungere l'esaltante forza che hanno in quei manipoli di giovani che, primi, hanno salutato sulla vetta della roccia, a carattere di fuoco e di acciaio, il nome della passione e dell'orgoglio del popolo italiano.: [298, 483, 506, 621]
sferisterio-ad: [761, 844, 937, 888]
amaro-subtitle: PARTECIPATE AGLI 8 CONCORSI DOTATI DI RICCHISSIMI PREMI: [1033, 1456, 1352, 1468]
balance-value: 277.104.199,01: [1135, 1192, 1189, 1203]
triennale-title-2: DI MILANO: [1010, 396, 1511, 484]
dateline: ROMA, 17.: [456, 1310, 506, 1323]
hermann-address: MILANO (2) - Via Santa Margherita; TORINO (4) - Piazza Castello, 22; GENOVA (3) - Via XX Settembre, 42: [1237, 1507, 1427, 1539]
balance-value: 1.214.270.485,19: [1381, 1172, 1441, 1182]
balance-row: [944, 1256, 1189, 1266]
masthead: [26, 67, 1654, 94]
balance-value: 98.365.460,54: [1140, 1234, 1189, 1245]
classified-heading: Rappresentanti, agenti, viaggiatori, piazzisti (offerte): [1451, 1211, 1651, 1239]
